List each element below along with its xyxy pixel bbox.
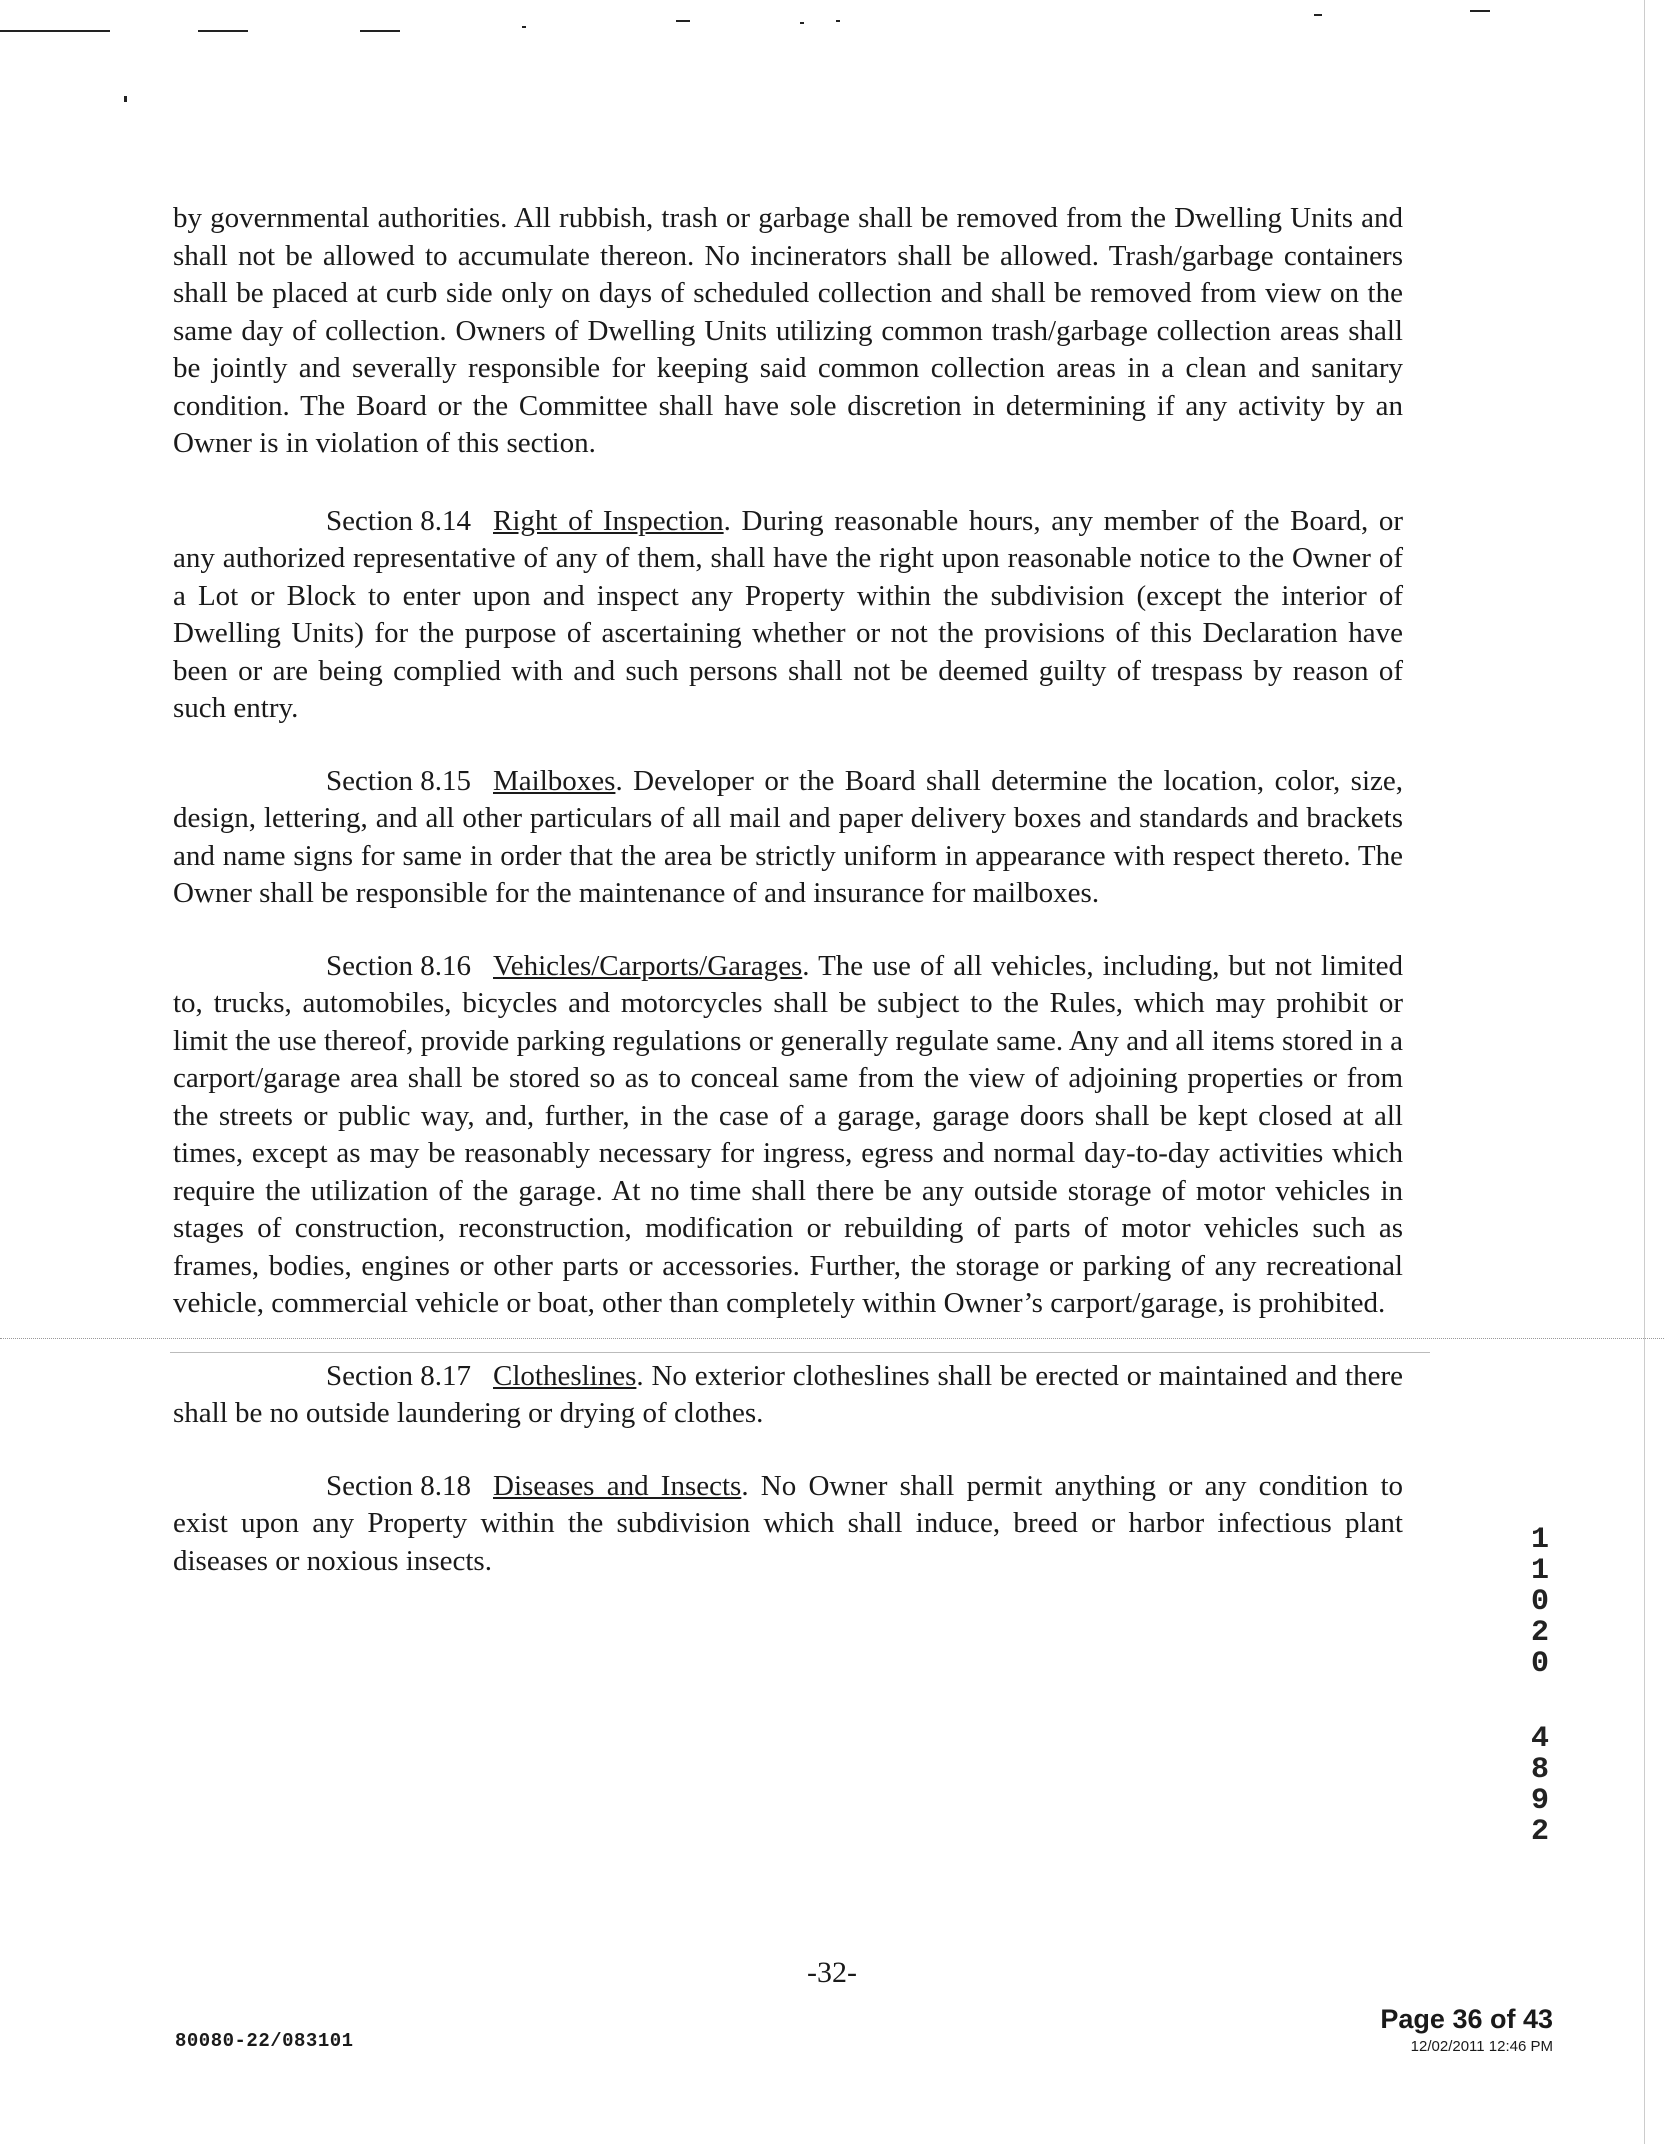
stamp-digit: 0	[1530, 1585, 1549, 1619]
section-number: Section 8.16	[326, 949, 471, 982]
section-8-15: Section 8.15 Mailboxes. Developer or the Board shall determine the location, color, size, design, lettering, and all other particulars of all mail and paper delivery boxes and standards and brackets and name signs for same in order that the area be strictly uniform in appearance with respect thereto. The Owner shall be responsible for the maintenance of and insurance for mailboxes.	[173, 764, 1403, 909]
recording-stamp	[1525, 1525, 1555, 1848]
stamp-digit: 2	[1530, 1616, 1549, 1650]
scan-mark	[1314, 14, 1322, 16]
section-text: No exterior clotheslines shall be erected or maintained and there shall be no outside laundering or drying of clothes.	[173, 1359, 1404, 1429]
page-count: Page 36 of 43	[1380, 2004, 1553, 2034]
stamp-gap	[1525, 1680, 1555, 1724]
page-number: -32-	[807, 1956, 857, 1989]
section-number: Section 8.14	[326, 504, 471, 537]
section-text: The use of all vehicles, including, but not limited to, trucks, automobiles, bicycles and motorcycles shall be subject to the Rules, which may prohibit or limit the use thereof, provide parking regulations or generally regulate same. Any and all items stored in a carport/garage area shall be stored so as to conceal same from the view of adjoining properties or from the streets or public way, and, further, in the case of a garage, garage doors shall be kept closed at all times, except as may be reasonably necessary for ingress, egress and normal day-to-day activities which require the utilization of the garage. At no time shall there be any outside storage of motor vehicles in stages of construction, reconstruction, modification or rebuilding of parts of motor vehicles such as frames, bodies, engines or other parts or accessories. Further, the storage or parking of any recreational vehicle, commercial vehicle or boat, other than completely within Owner’s carport/garage, is prohibited.	[173, 949, 1404, 1319]
section-title: Vehicles/Carports/Garages	[493, 949, 803, 982]
page-edge	[1644, 0, 1645, 2144]
scan-mark	[198, 30, 248, 32]
stamp-digit: 9	[1530, 1784, 1549, 1818]
stamp-digit: 2	[1530, 1815, 1549, 1849]
section-8-18: Section 8.18 Diseases and Insects. No Owner shall permit anything or any condition to exist upon any Property within the subdivision which shall induce, breed or harbor infectious plant diseases or noxious insects.	[173, 1469, 1404, 1577]
scan-mark	[836, 20, 840, 22]
section-title: Diseases and Insects	[493, 1469, 742, 1502]
continuation-paragraph: by governmental authorities. All rubbish, trash or garbage shall be removed from the Dwelling Units and shall not be allowed to accumulate thereon. No incinerators shall be allowed. Trash/garbage containers shall be placed at curb side only on days of scheduled collection and shall be removed from view on the same day of collection. Owners of Dwelling Units utilizing common trash/garbage collection areas shall be jointly and severally responsible for keeping said common collection areas in a clean and sanitary condition. The Board or the Committee shall have sole discretion in determining if any activity by an Owner is in violation of this section.	[173, 202, 1403, 459]
section-number: Section 8.17	[326, 1359, 471, 1392]
stamp-digit: 0	[1530, 1647, 1549, 1681]
scan-mark	[676, 20, 690, 22]
scan-mark	[522, 26, 526, 28]
section-title: Clotheslines	[493, 1359, 637, 1392]
stamp-digit: 1	[1530, 1523, 1549, 1557]
section-8-16: Section 8.16 Vehicles/Carports/Garages. The use of all vehicles, including, but not limited to, trucks, automobiles, bicycles and motorcycles shall be subject to the Rules, which may prohibit or limit the use thereof, provide parking regulations or generally regulate same. Any and all items stored in a carport/garage area shall be stored so as to conceal same from the view of adjoining properties or from the streets or public way, and, further, in the case of a garage, garage doors shall be kept closed at all times, except as may be reasonably necessary for ingress, egress and normal day-to-day activities which require the utilization of the garage. At no time shall there be any outside storage of motor vehicles in stages of construction, reconstruction, modification or rebuilding of parts of motor vehicles such as frames, bodies, engines or other parts or accessories. Further, the storage or parking of any recreational vehicle, commercial vehicle or boat, other than completely within Owner’s carport/garage, is prohibited.	[173, 949, 1404, 1319]
section-text: No Owner shall permit anything or any condition to exist upon any Property within the subdivision which shall induce, breed or harbor infectious plant diseases or noxious insects.	[173, 1469, 1404, 1577]
section-8-17: Section 8.17 Clotheslines. No exterior clotheslines shall be erected or maintained and there shall be no outside laundering or drying of clothes.	[173, 1359, 1404, 1429]
stamp-digit: 1	[1530, 1554, 1549, 1588]
scan-fold-line	[0, 1338, 1664, 1339]
stamp-digit: 4	[1530, 1722, 1549, 1756]
scan-mark	[124, 96, 127, 102]
scan-mark	[360, 30, 400, 32]
section-number: Section 8.15	[326, 764, 471, 797]
section-title: Mailboxes	[493, 764, 616, 797]
section-title: Right of Inspection	[493, 504, 724, 537]
document-code: 80080-22/083101	[175, 2030, 354, 2052]
section-number: Section 8.18	[326, 1469, 471, 1502]
section-text: During reasonable hours, any member of the Board, or any authorized representative of any of them, shall have the right upon reasonable notice to the Owner of a Lot or Block to enter upon and inspect any Property within the subdivision (except the interior of Dwelling Units) for the purpose of ascertaining whether or not the provisions of this Declaration have been or are being complied with and such persons shall not be deemed guilty of trespass by reason of such entry.	[173, 504, 1404, 724]
stamp-digit: 8	[1530, 1753, 1549, 1787]
section-text: Developer or the Board shall determine the location, color, size, design, lettering, and all other particulars of all mail and paper delivery boxes and standards and brackets and name signs for same in order that the area be strictly uniform in appearance with respect thereto. The Owner shall be responsible for the maintenance of and insurance for mailboxes.	[173, 764, 1403, 909]
scan-mark	[1470, 10, 1490, 12]
document-body	[173, 200, 1403, 1615]
section-8-14: Section 8.14 Right of Inspection. During reasonable hours, any member of the Board, or any authorized representative of any of them, shall have the right upon reasonable notice to the Owner of a Lot or Block to enter upon and inspect any Property within the subdivision (except the interior of Dwelling Units) for the purpose of ascertaining whether or not the provisions of this Declaration have been or are being complied with and such persons shall not be deemed guilty of trespass by reason of such entry.	[173, 504, 1404, 724]
scan-mark	[800, 22, 804, 24]
print-timestamp: 12/02/2011 12:46 PM	[1410, 2038, 1553, 2055]
scan-fold-line	[170, 1352, 1430, 1353]
scan-mark	[0, 30, 110, 32]
